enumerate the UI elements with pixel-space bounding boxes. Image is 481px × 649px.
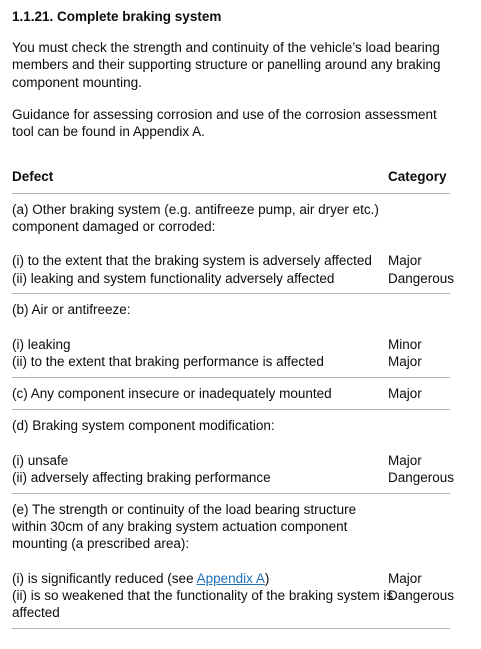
row-divider [12,377,450,378]
row-divider [12,493,450,494]
row-b-item-ii-category: Major [388,354,422,369]
appendix-a-link[interactable]: Appendix A [196,571,265,586]
row-a-item-ii-category: Dangerous [388,271,455,286]
row-e-item-ii-category: Dangerous [388,588,455,603]
row-b-item-ii: (ii) to the extent that braking performance is affected [12,354,324,369]
row-divider [12,409,450,410]
row-e-item-ii-line-1: (ii) is so weakened that the functionality of the braking system is [12,588,394,603]
row-d-item-ii-category: Dangerous [388,470,455,485]
row-a-item-i: (i) to the extent that the braking system is adversely affected [12,253,372,268]
row-d-item-ii: (ii) adversely affecting braking performance [12,470,271,485]
intro-paragraph: You must check the strength and continuity of the vehicle’s load bearing members and their supporting structure or panelling around any braking component mounting. [12,40,441,90]
header-divider [12,193,450,194]
row-d-item-i-category: Major [388,453,422,468]
row-b-item-i-category: Minor [388,337,422,352]
row-a-title-line-2: component damaged or corroded: [12,219,216,234]
row-b-item-i: (i) leaking [12,337,71,352]
row-a-item-i-category: Major [388,253,422,268]
row-e-title-line-1: (e) The strength or continuity of the load bearing structure [12,502,357,517]
row-e-item-i-category: Major [388,571,422,586]
row-e-title-line-3: mounting (a prescribed area): [12,536,190,551]
row-a-item-ii: (ii) leaking and system functionality adversely affected [12,271,335,286]
row-e-title-line-2: within 30cm of any braking system actuation component [12,519,348,534]
row-a-title-line-1: (a) Other braking system (e.g. antifreeze pump, air dryer etc.) [12,202,379,217]
row-c-category: Major [388,386,422,401]
row-divider [12,293,450,294]
header-defect: Defect [12,169,54,184]
row-d-title: (d) Braking system component modification: [12,418,275,433]
row-e-item-i [12,570,269,587]
guidance-paragraph: Guidance for assessing corrosion and use of the corrosion assessment tool can be found in Appendix A. [12,107,437,140]
row-e-item-ii-line-2: affected [12,605,60,620]
row-d-item-i: (i) unsafe [12,453,69,468]
row-b-title: (b) Air or antifreeze: [12,302,131,317]
row-e-item-i-suffix: ) [264,571,270,586]
header-category: Category [388,169,447,184]
row-divider [12,628,450,629]
section-heading: 1.1.21. Complete braking system [12,9,222,24]
row-e-item-i-prefix: (i) is significantly reduced (see [12,571,197,586]
row-c-text: (c) Any component insecure or inadequately mounted [12,386,332,401]
